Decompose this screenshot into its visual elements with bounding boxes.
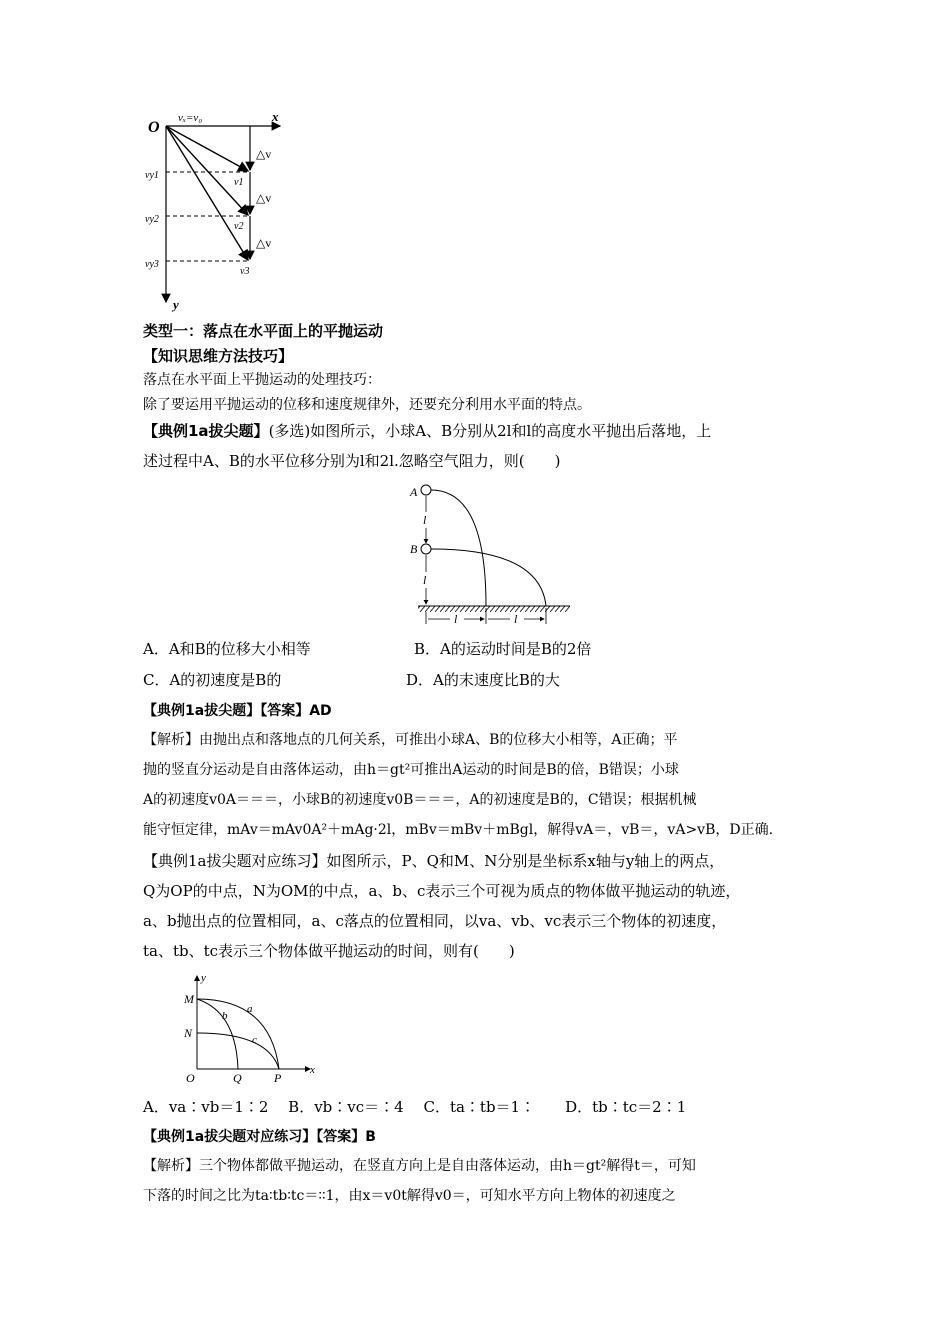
vx-label: vₓ=v₀ [178,112,203,124]
example2-question-3: a、b抛出点的位置相同，a、c落点的位置相同，以va、vb、vc表示三个物体的初速度， [143,912,727,930]
knowledge-line-2: 除了要运用平抛运动的位移和速度规律外，还要充分利用水平面的特点。 [143,397,591,413]
example1-heading: 【典例1a拔尖题】 [143,422,269,440]
v2-label: v2 [234,221,244,232]
example1-option-a: A．A和B的位移大小相等 [143,640,311,658]
example1-option-d: D．A的末速度比B的大 [406,671,560,689]
point-q-label: Q [233,1071,242,1085]
example2-answer: 【典例1a拔尖题对应练习】【答案】B [143,1129,376,1145]
ball-a-label: A [410,485,418,499]
height-l-label-2: l [423,573,427,587]
vy1-label: vy1 [145,170,159,181]
projectile-heights-diagram [400,478,580,628]
width-l-label-1: l [454,612,458,626]
example1-answer: 【典例1a拔尖题】【答案】AD [143,703,332,719]
delta-v-label-1: △v [256,147,272,161]
example1-analysis-2: 抛的竖直分运动是自由落体运动，由h＝gt²可推出A运动的时间是B的倍，B错误；小球 [143,762,679,778]
velocity-vector-diagram [140,108,290,318]
height-l-label-1: l [423,513,427,527]
example1-analysis-3: A的初速度v0A＝＝＝，小球B的初速度v0B＝＝＝，A的初速度是B的，C错误；根据机械 [143,792,697,808]
example2-question-2: Q为OP的中点，N为OM的中点，a、b、c表示三个可视为质点的物体做平抛运动的轨迹， [143,882,741,900]
example1-option-b: B．A的运动时间是B的2倍 [414,640,592,658]
width-l-label-2: l [514,612,518,626]
example1-line1: (多选)如图所示，小球A、B分别从2l和l的高度水平抛出后落地，上 [268,422,712,440]
example1-option-c: C．A的初速度是B的 [143,671,282,689]
point-n-label: N [184,1026,193,1040]
example1-question-line-2: 述过程中A、B的水平位移分别为l和2l.忽略空气阻力，则( ) [143,452,561,470]
point-p-label: P [274,1071,282,1085]
delta-v-label-3: △v [256,236,272,250]
trajectory-coordinate-diagram [180,968,330,1088]
curve-a-label: a [247,1003,253,1015]
v1-label: v1 [234,177,244,188]
example1-question-line-1 [143,421,711,441]
fig3-y-label: y [201,972,206,984]
ball-b-label: B [410,542,418,556]
v3-label: v3 [240,266,250,277]
x-axis-label: x [272,109,279,124]
knowledge-line-1: 落点在水平面上平抛运动的处理技巧： [143,372,381,388]
fig3-x-label: x [310,1064,315,1076]
example2-analysis-1: 【解析】三个物体都做平抛运动，在竖直方向上是自由落体运动，由h＝gt²解得t＝，可知 [143,1158,696,1174]
example2-options: A．va∶vb＝1∶2 B．vb∶vc＝∶4 C．ta∶tb＝1∶ D．tb∶tc＝2∶1 [143,1098,687,1116]
vy3-label: vy3 [145,259,159,270]
example2-question-1: 【典例1a拔尖题对应练习】如图所示，P、Q和M、N分别是坐标系x轴与y轴上的两点， [143,852,725,870]
y-axis-label: y [173,297,179,312]
example2-question-4: ta、tb、tc表示三个物体做平抛运动的时间，则有( ) [143,942,515,960]
point-m-label: M [184,992,194,1006]
section-title: 类型一：落点在水平面上的平抛运动 [143,322,384,340]
example1-analysis-4: 能守恒定律，mAv＝mAv0A²＋mAg·2l，mBv＝mBv＋mBgl，解得vA＝，vB＝，vA>vB，D正确. [143,822,774,838]
curve-b-label: b [222,1010,228,1022]
example1-analysis-1: 【解析】由抛出点和落地点的几何关系，可推出小球A、B的位移大小相等，A正确；平 [143,732,678,748]
example2-analysis-2: 下落的时间之比为ta∶tb∶tc＝∶∶1，由x＝v0t解得v0＝，可知水平方向上物体的初速度之 [143,1188,676,1204]
origin-label: O [148,119,160,136]
delta-v-label-2: △v [256,191,272,205]
curve-c-label: c [252,1034,257,1046]
vy2-label: vy2 [145,214,159,225]
point-o-label: O [186,1071,195,1085]
knowledge-heading: 【知识思维方法技巧】 [143,347,294,365]
